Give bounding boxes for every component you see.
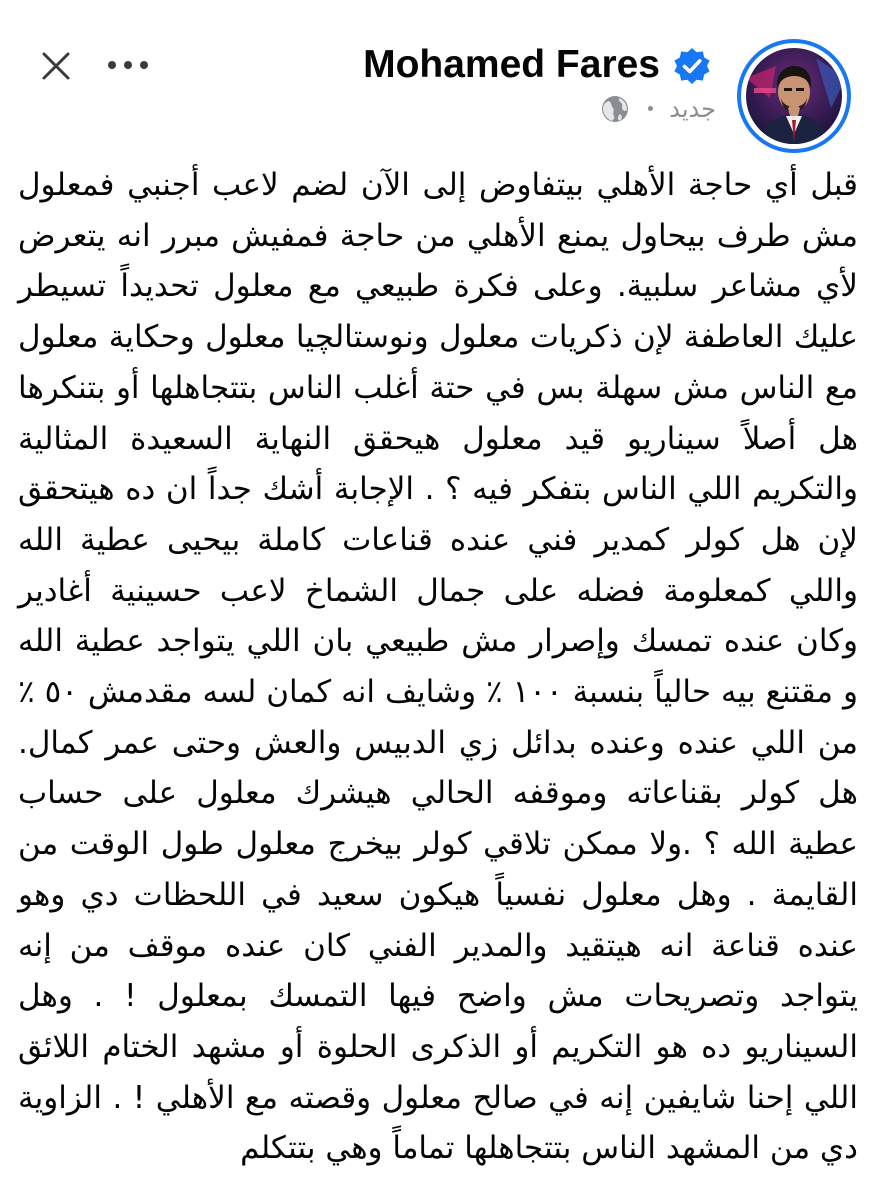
post-timestamp[interactable]: جديد — [669, 95, 716, 123]
post-text: قبل أي حاجة الأهلي بيتفاوض إلى الآن لضم لاعب أجنبي فمعلول مش طرف بيحاول يمنع الأهلي من حاجة فمفيش مبرر انه يتعرض لأي مشاعر سلبية. وعلى فكرة طبيعي مع معلول تحديداً تسيطر عليك العاطفة لإن ذكريات معلول ونوستالچيا معلول وحكاية معلول مع الناس مش سهلة بس في حتة أغلب الناس بتتجاهلها أو بتنكرها هل أصلاً سيناريو قيد معلول هيحقق النهاية السعيدة المثالية والتكريم اللي الناس بتفكر فيه ؟ . الإجابة أشك جداً ان ده هيتحقق لإن هل كولر كمدير فني عنده قناعات كاملة بيحيى عطية الله واللي كمعلومة فضله على جمال الشماخ لاعب حسينية أغادير وكان عنده تمسك وإصرار مش طبيعي بان اللي يتواجد عطية الله و مقتنع بيه حالياً بنسبة ١٠٠ ٪ وشايف انه كمان لسه مقدمش ٥٠ ٪ من اللي عنده وعنده بدائل زي الدبيس والعش وحتى عمر كمال. هل كولر بقناعاته وموقفه الحالي هيشرك معلول على حساب عطية الله ؟ .ولا ممكن تلاقي كولر بيخرج معلول طول الوقت من القايمة . وهل معلول نفسياً هيكون سعيد في اللحظات دي وهو عنده قناعة انه هيتقيد والمدير الفني كان عنده موقف من إنه يتواجد وتصريحات مش واضح فيها التمسك بمعلول ! . وهل السيناريو ده هو التكريم أو الذكرى الحلوة أو مشهد الختام اللائق اللي إحنا شايفين إنه في صالح معلول وقصته مع الأهلي ! . الزاوية دي من المشهد الناس بتتجاهلها تماماً وهي بتتكلم — [8, 167, 858, 1167]
post-meta — [590, 92, 720, 128]
more-dots-icon[interactable] — [100, 50, 156, 80]
profile-avatar[interactable] — [736, 38, 852, 154]
close-icon[interactable] — [36, 46, 76, 86]
author-name[interactable]: Mohamed Fares — [363, 43, 660, 86]
meta-separator-dot — [648, 106, 653, 111]
verified-badge-icon — [672, 46, 712, 86]
post-header — [0, 0, 872, 150]
globe-icon[interactable] — [600, 94, 630, 124]
